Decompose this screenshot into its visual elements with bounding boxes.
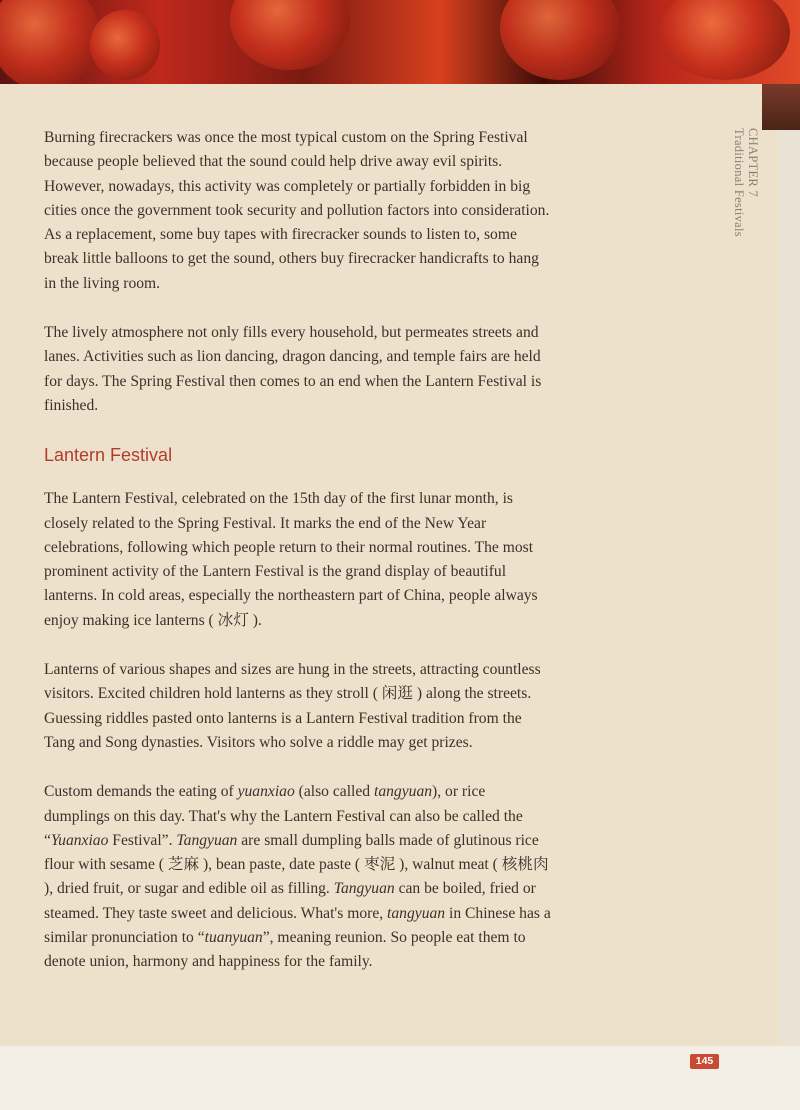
chapter-sidebar-label — [732, 128, 760, 237]
article-content — [44, 126, 554, 1000]
paragraph-lantern-festival: The Lantern Festival, celebrated on the 15th day of the first lunar month, is closely related to the Spring Festival. It marks the end of the New Year celebrations, following which people return to their normal routines. The most prominent activity of the Lantern Festival is the grand display of beautiful lanterns. In cold areas, especially the northeastern part of China, people always enjoy making ice lanterns ( 冰灯 ). — [44, 490, 538, 629]
paragraph-firecrackers: Burning firecrackers was once the most typical custom on the Spring Festival because people believed that the sound could help drive away evil spirits. However, nowadays, this activity was completely or partially forbidden in big cities once the government took security and pollution factors into consideration. As a replacement, some buy tapes with firecracker sounds to listen to, some break little balloons to get the sound, others buy firecracker handicrafts to hang in the living room. — [44, 129, 550, 292]
page-margin — [780, 84, 800, 1046]
lantern-shape — [660, 0, 790, 80]
lantern-shape — [0, 0, 100, 84]
page-number-badge: 145 — [690, 1054, 719, 1069]
lantern-shape — [90, 10, 160, 80]
chapter-number: CHAPTER 7 — [746, 128, 760, 198]
chinese-date-paste: 枣泥 — [364, 856, 396, 874]
lantern-shape — [230, 0, 350, 70]
chapter-title: Traditional Festivals — [732, 128, 746, 237]
chinese-ice-lantern: 冰灯 — [217, 611, 249, 629]
header-lantern-image — [0, 0, 800, 84]
chinese-stroll: 闲逛 — [381, 685, 413, 703]
chinese-walnut: 核桃肉 — [501, 856, 549, 874]
section-heading: Lantern Festival — [44, 445, 173, 466]
paragraph-lanterns: Lanterns of various shapes and sizes are hung in the streets, attracting countless visitors. Excited children hold lanterns as they stroll ( 闲逛 ) along the streets. Guessing riddles pasted onto lanterns is a Lantern Festival tradition from the Tang and Song dynasties. Visitors who solve a riddle may get prizes. — [44, 661, 541, 751]
paragraph-yuanxiao: Custom demands the eating of yuanxiao (also called tangyuan), or rice dumplings on this day. That's why the Lantern Festival can also be called the “Yuanxiao Festival”. Tangyuan are small dumpling balls made of glutinous rice flour with sesame ( 芝麻 ), bean paste, date paste ( 枣泥 ), walnut meat ( 核桃肉 ), dried fruit, or sugar and edible oil as filling. Tangyuan can be boiled, fried or steamed. They taste sweet and delicious. What's more, tangyuan in Chinese has a similar pronunciation to “tuanyuan”, meaning reunion. So people eat them to denote union, harmony and happiness for the family. — [44, 783, 551, 971]
chapter-tab — [762, 84, 800, 130]
chinese-sesame: 芝麻 — [167, 856, 200, 874]
paragraph-atmosphere: The lively atmosphere not only fills every household, but permeates streets and lanes. Activities such as lion dancing, dragon dancing, and temple fairs are held for days. The Spring Festival then comes to an end when the Lantern Festival is finished. — [44, 324, 542, 414]
lantern-shape — [500, 0, 620, 80]
